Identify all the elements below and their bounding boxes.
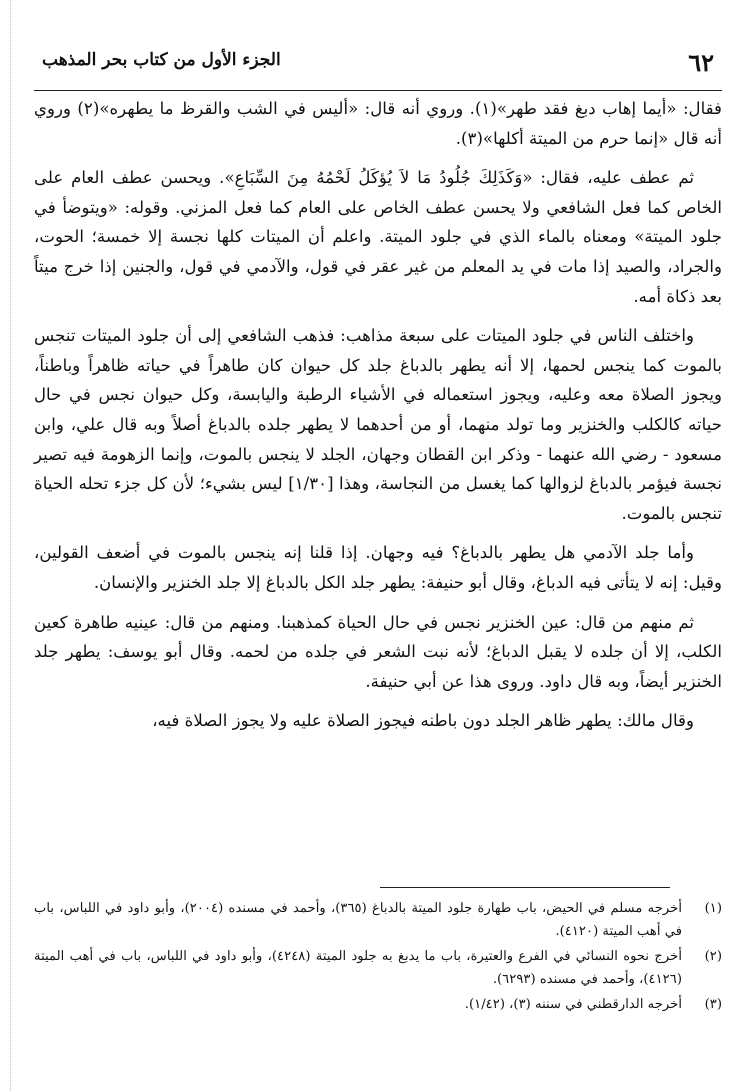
paragraph-seven-schools: واختلف الناس في جلود الميتات على سبعة مذاهب: فذهب الشافعي إلى أن جلود الميتات تنجس بالموت كما ينجس لحمها، إلا أنه يطهر بالدباغ جلد كل حيوان كان طاهراً في حياته ظاهراً وباطناً، ويجوز الصلاة معه وعليه، ويجوز استعماله في الأشياء الرطبة واليابسة، وكل حيوان نجس في حال حياته كالكلب والخنزير وما تولد منهما، أو من أحدهما لا يطهر جلده بالدباغ أصلاً وبه قال علي، وابن مسعود - رضي الله عنهما - وذكر ابن القطان وجهان، الجلد لا ينجس بالموت، وإنما الزهومة فيه تصير نجسة فيؤمر بالدباغ لزوالها كما يغسل من النجاسة، وهذا [١/٣٠] ليس بشيء؛ لأن كل جزء تحله الحياة تنجس بالموت. <box>34 326 722 523</box>
footnote-number: (١) <box>704 901 722 916</box>
footnotes <box>34 898 722 1020</box>
scan-margin-line <box>10 0 12 1091</box>
main-text <box>34 94 722 736</box>
footnote-text: أخرجه الدارقطني في سننه (٣)، (١/٤٢). <box>464 997 682 1012</box>
footnote-number: (٣) <box>704 997 722 1012</box>
paragraph-malik-opinion: وقال مالك: يطهر ظاهر الجلد دون باطنه فيجوز الصلاة عليه ولا يجوز الصلاة فيه، <box>152 711 694 731</box>
page-number: ٦٢ <box>688 48 714 77</box>
footnote-item <box>34 898 722 943</box>
footnote-separator <box>380 887 670 888</box>
page-header <box>34 40 722 91</box>
paragraph-hadith-quotes: فقال: «أيما إهاب دبغ فقد طهر»(١). وروي أنه قال: «أليس في الشب والقرظ ما يطهره»(٢) وروي أنه قال «إنما حرم من الميتة أكلها»(٣). <box>34 99 722 148</box>
paragraph-animal-skins: ثم عطف عليه، فقال: «وَكَذَلِكَ جُلُودُ مَا لاَ يُؤكَلُ لَحْمُهُ مِنَ السِّبَاعِ». ويحسن عطف العام على الخاص كما فعل الشافعي ولا يحسن عطف الخاص على العام كما فعل المزني. وقوله: «ويتوضأ في جلود الميتة» ومعناه بالماء الذي في جلود الميتة. واعلم أن الميتات كلها نجسة إلا خمسة؛ الحوت، والجراد، والصيد إذا مات في يد المعلم من غير عقر في قول، والآدمي في قول، والجنين إذا خرج ميتاً بعد ذكاة أمه. <box>34 168 722 306</box>
footnote-text: أخرج نحوه النسائي في الفرع والعتيرة، باب ما يدبغ به جلود الميتة (٤٢٤٨)، وأبو داود في اللباس، باب في أهب الميتة (٤١٢٦)، وأحمد في مسنده (٦٢٩٣). <box>34 949 682 987</box>
paragraph-pig-skin: ثم منهم من قال: عين الخنزير نجس في حال الحياة كمذهبنا. ومنهم من قال: عينيه طاهرة كعين الكلب، إلا أن جلده لا يقبل الدباغ؛ لأنه نبت الشعر في جلده من لحمه. وقال أبو يوسف: يطهر جلد الخنزير أيضاً، وبه قال داود. وروى هذا عن أبي حنيفة. <box>34 612 722 691</box>
footnote-item <box>34 946 722 991</box>
paragraph-human-skin: وأما جلد الآدمي هل يطهر بالدباغ؟ فيه وجهان. إذا قلنا إنه ينجس بالموت في أضعف القولين، وقيل: إنه لا يتأتى فيه الدباغ، وقال أبو حنيفة: يطهر جلد الكل بالدباغ إلا جلد الخنزير والإنسان. <box>34 543 722 592</box>
footnote-text: أخرجه مسلم في الحيض، باب طهارة جلود الميتة بالدباغ (٣٦٥)، وأحمد في مسنده (٢٠٠٤)، وأبو داود في اللباس، باب في أهب الميتة (٤١٢٠). <box>34 901 682 939</box>
footnote-item <box>34 994 722 1017</box>
running-title: الجزء الأول من كتاب بحر المذهب <box>42 50 281 70</box>
footnote-number: (٢) <box>704 949 722 964</box>
